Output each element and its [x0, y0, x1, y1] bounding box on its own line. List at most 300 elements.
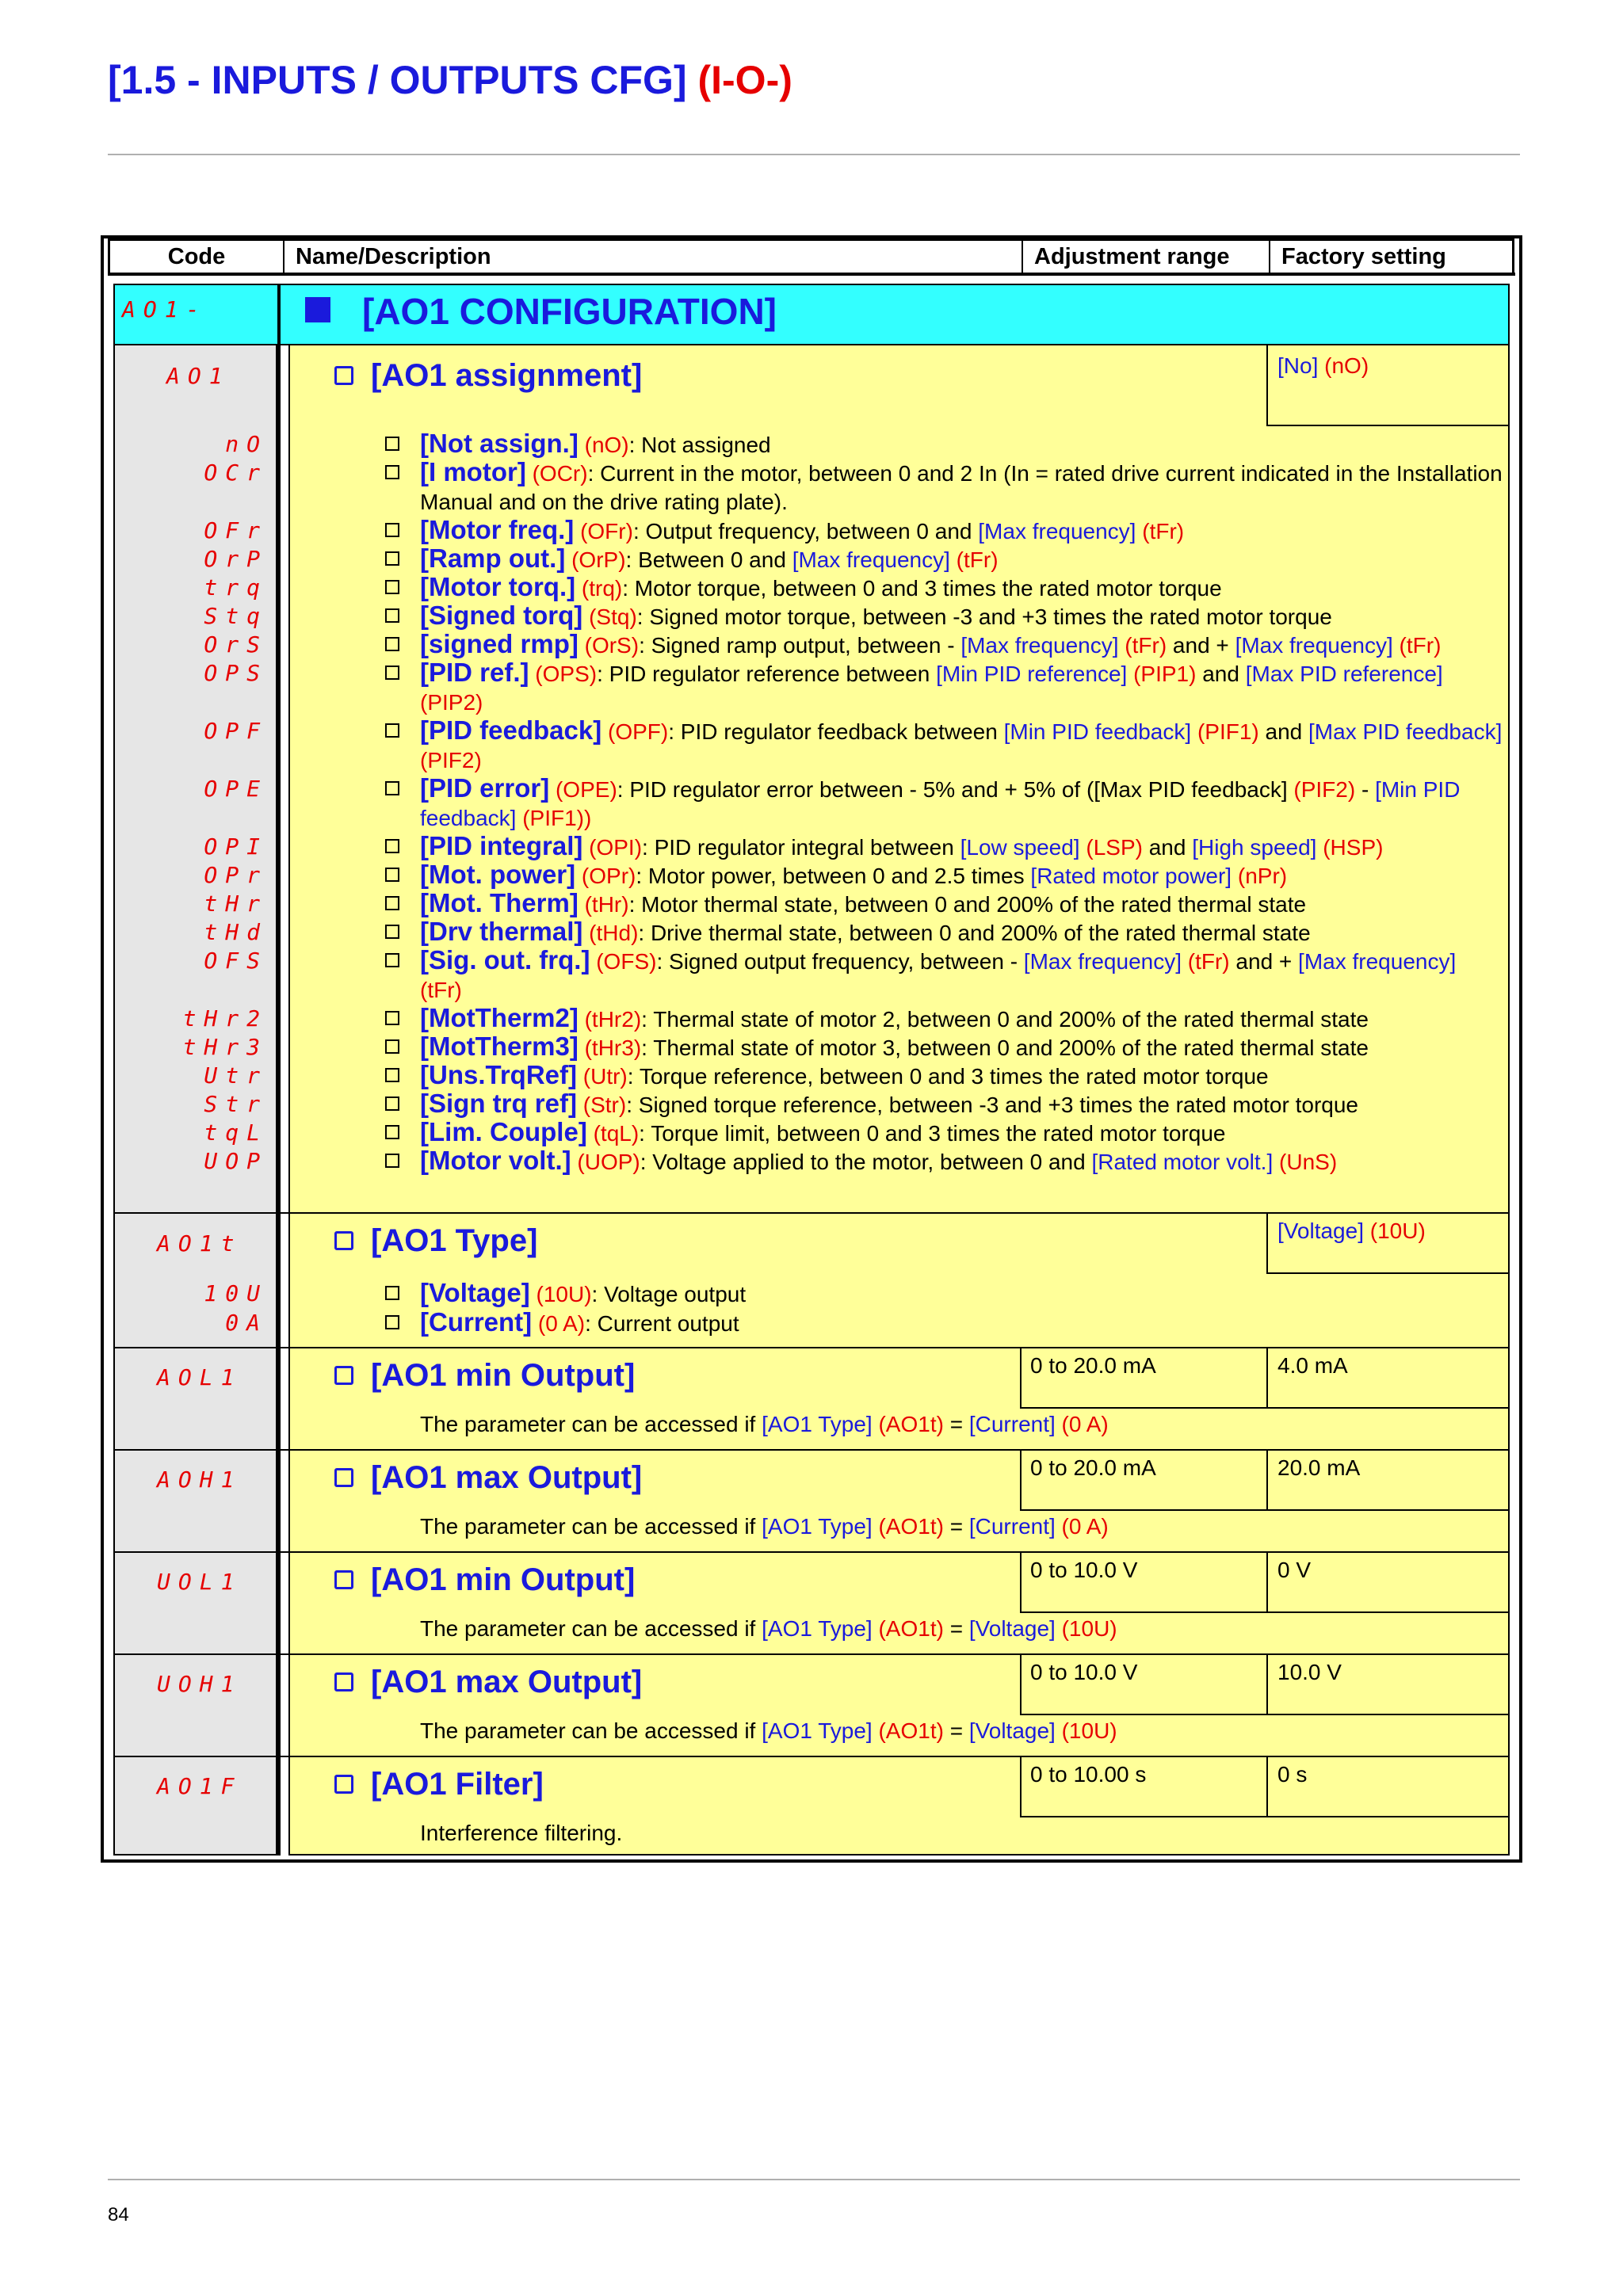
checkbox-icon — [385, 868, 399, 882]
checkbox-icon — [385, 896, 399, 910]
code-reference: (tFr) — [949, 547, 999, 572]
option-code: tqL — [204, 1119, 268, 1146]
param-title-text: [AO1 min Output] — [371, 1358, 636, 1393]
option-item — [385, 716, 1503, 775]
menu-title — [305, 290, 777, 333]
option-description — [420, 1146, 1503, 1177]
adjustment-range: 0 to 10.00 s — [1030, 1762, 1147, 1787]
checkbox-icon — [385, 1286, 399, 1300]
menu-title-text: [AO1 CONFIGURATION] — [362, 291, 777, 332]
option-code: OPE — [204, 776, 268, 802]
option-description — [420, 917, 1503, 948]
factory-cell-left — [1266, 1551, 1268, 1613]
page-title-code: (I-O-) — [697, 58, 792, 102]
code-reference: (AO1t) — [872, 1718, 944, 1743]
option-code: tHr3 — [182, 1034, 268, 1060]
description-text: : Signed output frequency, between - — [656, 949, 1024, 974]
checkbox-icon — [385, 1068, 399, 1082]
option-item — [385, 860, 1503, 891]
parameter-reference: [Rated motor power] — [1030, 864, 1232, 888]
checkbox-icon — [385, 1011, 399, 1025]
option-description — [420, 458, 1503, 517]
option-description — [420, 1118, 1503, 1148]
option-code: Str — [204, 1091, 268, 1117]
code-reference: (PIP1) — [1127, 662, 1197, 686]
option-name: [Motor torq.] — [420, 572, 576, 601]
code-reference: (PIF2) — [1287, 777, 1356, 802]
code-reference: (0 A) — [1055, 1514, 1109, 1539]
menu-divider — [277, 284, 281, 345]
option-code: 10U — [204, 1280, 268, 1306]
header-factory: Factory setting — [1281, 244, 1446, 269]
factory-code: (nO) — [1318, 353, 1369, 378]
checkbox-icon — [385, 523, 399, 537]
description-text: Interference filtering. — [420, 1821, 623, 1845]
header-code: Code — [110, 241, 285, 273]
option-item — [385, 573, 1503, 603]
description-text: : Voltage output — [591, 1282, 747, 1306]
access-note — [420, 1514, 1109, 1539]
option-code: OrP — [204, 546, 268, 572]
page-title — [108, 57, 792, 103]
factory-setting: 0 V — [1277, 1558, 1312, 1582]
param-title-ao1t — [334, 1223, 537, 1259]
code-reference: (OCr) — [525, 461, 588, 486]
footer-divider — [108, 2179, 1520, 2180]
param-title-ao1 — [334, 358, 642, 394]
row-separator — [113, 1653, 1510, 1655]
option-description — [420, 658, 1503, 717]
description-text: : PID regulator integral between — [642, 835, 960, 860]
code-reference: (OrP) — [565, 547, 626, 572]
description-text: : Signed motor torque, between -3 and +3 times the rated motor torque — [636, 605, 1332, 629]
option-code: tHr — [204, 891, 268, 917]
option-name: [MotTherm2] — [420, 1003, 579, 1032]
option-description — [420, 889, 1503, 919]
parameter-reference: [Min PID feedback] — [420, 777, 1461, 830]
checkbox-icon — [385, 723, 399, 738]
description-text: : Current output — [585, 1311, 739, 1336]
option-code: Stq — [204, 603, 268, 629]
option-name: [PID error] — [420, 773, 550, 803]
option-code: nO — [225, 431, 268, 457]
option-code: UOP — [204, 1148, 268, 1174]
header-range: Adjustment range — [1023, 241, 1270, 273]
option-item — [385, 917, 1503, 948]
code-reference: (UnS) — [1273, 1150, 1338, 1174]
description-text: : Signed ramp output, between - — [639, 633, 961, 658]
range-cell-left — [1020, 1347, 1022, 1409]
code-reference: (AO1t) — [872, 1514, 944, 1539]
parameter-reference: [AO1 Type] — [762, 1616, 873, 1641]
checkbox-icon — [385, 637, 399, 651]
option-item — [385, 889, 1503, 919]
code-reference: (Utr) — [577, 1064, 628, 1089]
access-note — [420, 1821, 622, 1846]
option-code: OrS — [204, 631, 268, 658]
option-item — [385, 946, 1503, 1005]
code-reference: (10U) — [1055, 1616, 1117, 1641]
option-code: OFS — [204, 948, 268, 974]
description-text: = — [943, 1616, 969, 1641]
code-reference: (OPS) — [529, 662, 598, 686]
option-item — [385, 1061, 1503, 1091]
description-text: = — [943, 1412, 969, 1436]
parameter-reference: [Min PID feedback] — [1003, 719, 1192, 744]
checkbox-icon — [385, 551, 399, 566]
code-reference: (tFr) — [1118, 633, 1167, 658]
parameter-reference: [Voltage] — [968, 1718, 1056, 1743]
row-separator — [113, 1756, 1510, 1757]
description-text: = — [943, 1718, 969, 1743]
description-text: The parameter can be accessed if — [420, 1616, 762, 1641]
option-item — [385, 1004, 1503, 1034]
parameter-box-icon — [334, 1672, 353, 1691]
page-title-text: [1.5 - INPUTS / OUTPUTS CFG] — [108, 58, 698, 102]
description-text: = — [943, 1514, 969, 1539]
description-text: : Voltage applied to the motor, between 0 and — [640, 1150, 1092, 1174]
option-name: [Mot. power] — [420, 860, 576, 889]
checkbox-icon — [385, 465, 399, 479]
row-separator — [113, 1347, 1510, 1348]
factory-cell-left — [1266, 1653, 1268, 1715]
row-separator — [113, 1212, 1510, 1214]
option-name: [Sig. out. frq.] — [420, 945, 590, 974]
parameter-reference: [Max frequency] — [792, 547, 950, 572]
checkbox-icon — [385, 1125, 399, 1139]
code-reference: (Stq) — [582, 605, 637, 629]
table-header — [108, 238, 1514, 273]
code-reference: (tHr3) — [578, 1035, 642, 1060]
parameter-box-icon — [334, 1775, 353, 1794]
description-text: and + — [1167, 633, 1235, 658]
description-text: : Output frequency, between 0 and — [632, 519, 979, 543]
checkbox-icon — [385, 953, 399, 967]
code-reference: (PIP2) — [420, 690, 483, 715]
option-item — [385, 544, 1503, 574]
description-text: The parameter can be accessed if — [420, 1412, 762, 1436]
param-title — [334, 1358, 635, 1394]
option-item — [385, 1308, 1503, 1338]
description-text: : Motor torque, between 0 and 3 times the rated motor torque — [622, 576, 1222, 601]
description-text: : Drive thermal state, between 0 and 200% of the rated thermal state — [638, 921, 1311, 945]
code-reference: (0 A) — [1055, 1412, 1109, 1436]
parameter-box-icon — [334, 1468, 353, 1487]
option-item — [385, 601, 1503, 631]
option-name: [Not assign.] — [420, 429, 579, 458]
description-text: The parameter can be accessed if — [420, 1718, 762, 1743]
option-code: OCr — [204, 460, 268, 486]
parameter-box-icon — [334, 1366, 353, 1385]
option-description — [420, 774, 1503, 833]
section-square-icon — [305, 297, 330, 322]
param-title — [334, 1460, 642, 1496]
param-code: UOL1 — [157, 1569, 242, 1595]
code-reference: (PIF1)) — [516, 806, 592, 830]
code-reference: (Str) — [576, 1093, 627, 1117]
factory-setting: 20.0 mA — [1277, 1455, 1361, 1480]
code-reference: (OPr) — [575, 864, 636, 888]
param-code: AOH1 — [157, 1466, 242, 1493]
description-text: : Signed torque reference, between -3 and +3 times the rated motor torque — [626, 1093, 1358, 1117]
checkbox-icon — [385, 580, 399, 594]
adjustment-range: 0 to 20.0 mA — [1030, 1455, 1156, 1480]
checkbox-icon — [385, 1039, 399, 1054]
header-name: Name/Description — [285, 241, 1023, 273]
factory-setting: 4.0 mA — [1277, 1353, 1348, 1378]
option-description — [420, 1089, 1503, 1119]
adjustment-range: 0 to 10.0 V — [1030, 1558, 1138, 1582]
description-text: : Motor power, between 0 and 2.5 times — [636, 864, 1031, 888]
factory-cell-left — [1266, 1347, 1268, 1409]
option-item — [385, 458, 1503, 517]
parameter-reference: [High speed] — [1192, 835, 1317, 860]
parameter-reference: [Max PID feedback] — [1308, 719, 1503, 744]
option-code: OPr — [204, 862, 268, 888]
range-cell-left — [1020, 1756, 1022, 1817]
factory-cell-left — [1266, 1756, 1268, 1817]
option-name: [PID ref.] — [420, 658, 529, 687]
option-code: trq — [204, 574, 268, 601]
checkbox-icon — [385, 839, 399, 853]
code-reference: (tqL) — [586, 1121, 640, 1146]
description-text: : Not assigned — [628, 433, 771, 457]
parameter-box-icon — [334, 366, 353, 385]
param-title — [334, 1767, 544, 1802]
option-name: [Motor freq.] — [420, 515, 575, 544]
code-reference: (tFr) — [420, 978, 462, 1002]
header-divider — [108, 154, 1520, 155]
checkbox-icon — [385, 666, 399, 680]
param-title-text: [AO1 assignment] — [371, 358, 643, 393]
code-reference: (0 A) — [532, 1311, 586, 1336]
param-code-ao1: AO1 — [166, 363, 231, 389]
parameter-reference: [Max PID reference] — [1245, 662, 1443, 686]
code-reference: (HSP) — [1316, 835, 1384, 860]
code-reference: (OFS) — [590, 949, 657, 974]
option-description — [420, 860, 1503, 891]
code-reference: (tHd) — [582, 921, 639, 945]
option-name: [Current] — [420, 1307, 533, 1337]
parameter-reference: [Current] — [968, 1514, 1056, 1539]
option-name: [PID feedback] — [420, 715, 602, 745]
code-reference: (trq) — [575, 576, 623, 601]
menu-code: AO1- — [122, 296, 208, 322]
parameter-box-icon — [334, 1570, 353, 1589]
row-separator — [113, 1449, 1510, 1451]
code-reference: (OPF) — [601, 719, 669, 744]
parameter-reference: [AO1 Type] — [762, 1514, 873, 1539]
option-description — [420, 1308, 1503, 1338]
column-divider — [277, 284, 281, 1855]
code-reference: (AO1t) — [872, 1412, 944, 1436]
code-reference: (tFr) — [1182, 949, 1230, 974]
adjustment-range: 0 to 20.0 mA — [1030, 1353, 1156, 1378]
option-code: tHr2 — [182, 1005, 268, 1032]
code-reference: (LSP) — [1079, 835, 1143, 860]
factory-name: [No] — [1277, 353, 1319, 378]
param-title-text: [AO1 min Output] — [371, 1562, 636, 1597]
option-code: tHd — [204, 919, 268, 945]
range-cell-left — [1020, 1449, 1022, 1511]
code-reference: (nPr) — [1232, 864, 1288, 888]
code-reference: (PIF2) — [420, 748, 482, 772]
adjustment-range: 0 to 10.0 V — [1030, 1660, 1138, 1684]
option-description — [420, 832, 1503, 862]
description-text: and — [1258, 719, 1309, 744]
description-text: : Between 0 and — [625, 547, 792, 572]
code-reference: (tHr2) — [578, 1007, 642, 1032]
option-item — [385, 832, 1503, 862]
header-underline — [108, 273, 1515, 276]
option-item — [385, 1279, 1503, 1309]
option-item — [385, 1032, 1503, 1062]
option-name: [Sign trq ref] — [420, 1089, 577, 1118]
code-reference: (OFr) — [574, 519, 633, 543]
description-text: : Torque limit, between 0 and 3 times the rated motor torque — [639, 1121, 1226, 1146]
option-code: OPF — [204, 718, 268, 744]
description-text: and — [1142, 835, 1193, 860]
parameter-reference: [Low speed] — [960, 835, 1080, 860]
access-note — [420, 1616, 1117, 1642]
parameter-reference: [Voltage] — [968, 1616, 1056, 1641]
code-reference: (10U) — [1055, 1718, 1117, 1743]
option-description — [420, 516, 1503, 546]
option-description — [420, 573, 1503, 603]
description-text: : Torque reference, between 0 and 3 times the rated motor torque — [627, 1064, 1269, 1089]
param-title-text: [AO1 Type] — [371, 1223, 538, 1258]
option-name: [Lim. Couple] — [420, 1117, 587, 1146]
option-code: OPS — [204, 660, 268, 686]
description-text: - — [1355, 777, 1376, 802]
description-text: : Thermal state of motor 3, between 0 and 200% of the rated thermal state — [641, 1035, 1369, 1060]
code-reference: (tHr) — [578, 892, 629, 917]
value-cell-bottom — [1020, 1611, 1510, 1613]
parameter-reference: [Current] — [968, 1412, 1056, 1436]
code-reference: (OPE) — [549, 777, 617, 802]
parameter-reference: [Max frequency] — [960, 633, 1119, 658]
page-number: 84 — [108, 2204, 129, 2225]
checkbox-icon — [385, 925, 399, 939]
factory-code: (10U) — [1363, 1219, 1426, 1243]
option-name: [Voltage] — [420, 1278, 530, 1307]
param-title-text: [AO1 Filter] — [371, 1767, 544, 1802]
option-name: [Ramp out.] — [420, 543, 566, 573]
access-note — [420, 1412, 1109, 1437]
checkbox-icon — [385, 608, 399, 623]
factory-setting-ao1t — [1277, 1219, 1426, 1244]
parameter-reference: [AO1 Type] — [762, 1412, 873, 1436]
option-description — [420, 946, 1503, 1005]
option-description — [420, 716, 1503, 775]
param-title — [334, 1562, 635, 1598]
option-item — [385, 516, 1503, 546]
value-cell-bottom — [1020, 1714, 1510, 1715]
code-reference: (OPI) — [582, 835, 643, 860]
option-description — [420, 1279, 1503, 1309]
option-item — [385, 774, 1503, 833]
option-name: [PID integral] — [420, 831, 583, 860]
factory-cell-bottom — [1266, 1272, 1510, 1274]
parameter-reference: [Min PID reference] — [936, 662, 1128, 686]
factory-cell-left — [1266, 1212, 1268, 1274]
description-text: The parameter can be accessed if — [420, 1514, 762, 1539]
option-name: [Drv thermal] — [420, 917, 583, 946]
factory-setting-ao1 — [1277, 353, 1369, 379]
description-text: : Current in the motor, between 0 and 2 In (In = rated drive current indicated in the Installation Manual and on the drive rating plate). — [420, 461, 1503, 514]
range-cell-left — [1020, 1551, 1022, 1613]
option-name: [signed rmp] — [420, 629, 579, 658]
param-title — [334, 1665, 642, 1700]
param-code-ao1t: AO1t — [157, 1230, 242, 1257]
parameter-box-icon — [334, 1231, 353, 1250]
parameter-reference: [Max frequency] — [978, 519, 1136, 543]
factory-setting: 10.0 V — [1277, 1660, 1342, 1684]
checkbox-icon — [385, 781, 399, 795]
option-description — [420, 544, 1503, 574]
checkbox-icon — [385, 1315, 399, 1329]
option-code: 0A — [225, 1310, 268, 1336]
option-name: [MotTherm3] — [420, 1032, 579, 1061]
parameter-reference: [Max frequency] — [1235, 633, 1393, 658]
parameter-reference: [Max frequency] — [1298, 949, 1457, 974]
option-name: [Signed torq] — [420, 601, 583, 630]
access-note — [420, 1718, 1117, 1744]
param-code: AOL1 — [157, 1364, 242, 1390]
param-code: UOH1 — [157, 1671, 242, 1697]
checkbox-icon — [385, 1154, 399, 1168]
code-reference: (nO) — [578, 433, 629, 457]
factory-cell-left — [1266, 345, 1268, 426]
option-code: Utr — [204, 1062, 268, 1089]
description-text: : PID regulator error between - 5% and + 5% of ([Max PID feedback] — [617, 777, 1288, 802]
checkbox-icon — [385, 437, 399, 451]
range-cell-left — [1020, 1653, 1022, 1715]
value-cell-bottom — [1020, 1509, 1510, 1511]
code-reference: (10U) — [529, 1282, 592, 1306]
description-text: and — [1196, 662, 1246, 686]
code-reference: (tFr) — [1136, 519, 1185, 543]
option-description — [420, 601, 1503, 631]
option-item — [385, 630, 1503, 660]
description-text: : PID regulator feedback between — [668, 719, 1004, 744]
param-title-text: [AO1 max Output] — [371, 1460, 643, 1495]
option-description — [420, 1032, 1503, 1062]
code-reference: (AO1t) — [872, 1616, 944, 1641]
option-name: [Mot. Therm] — [420, 888, 579, 917]
description-text: : Thermal state of motor 2, between 0 and 200% of the rated thermal state — [641, 1007, 1369, 1032]
option-item — [385, 1089, 1503, 1119]
code-reference: (tFr) — [1392, 633, 1442, 658]
value-cell-bottom — [1020, 1816, 1510, 1817]
value-cell-bottom — [1020, 1407, 1510, 1409]
factory-cell-bottom — [1266, 425, 1510, 426]
row-separator — [113, 1551, 1510, 1553]
option-item — [385, 1118, 1503, 1148]
description-text: and + — [1229, 949, 1299, 974]
option-name: [I motor] — [420, 457, 526, 486]
factory-cell-left — [1266, 1449, 1268, 1511]
option-description — [420, 1004, 1503, 1034]
code-reference: (OrS) — [578, 633, 640, 658]
option-description — [420, 429, 1503, 460]
description-text: : PID regulator reference between — [597, 662, 937, 686]
option-item — [385, 429, 1503, 460]
option-item — [385, 1146, 1503, 1177]
parameter-reference: [AO1 Type] — [762, 1718, 873, 1743]
code-reference: (PIF1) — [1191, 719, 1259, 744]
option-name: [Uns.TrqRef] — [420, 1060, 577, 1089]
